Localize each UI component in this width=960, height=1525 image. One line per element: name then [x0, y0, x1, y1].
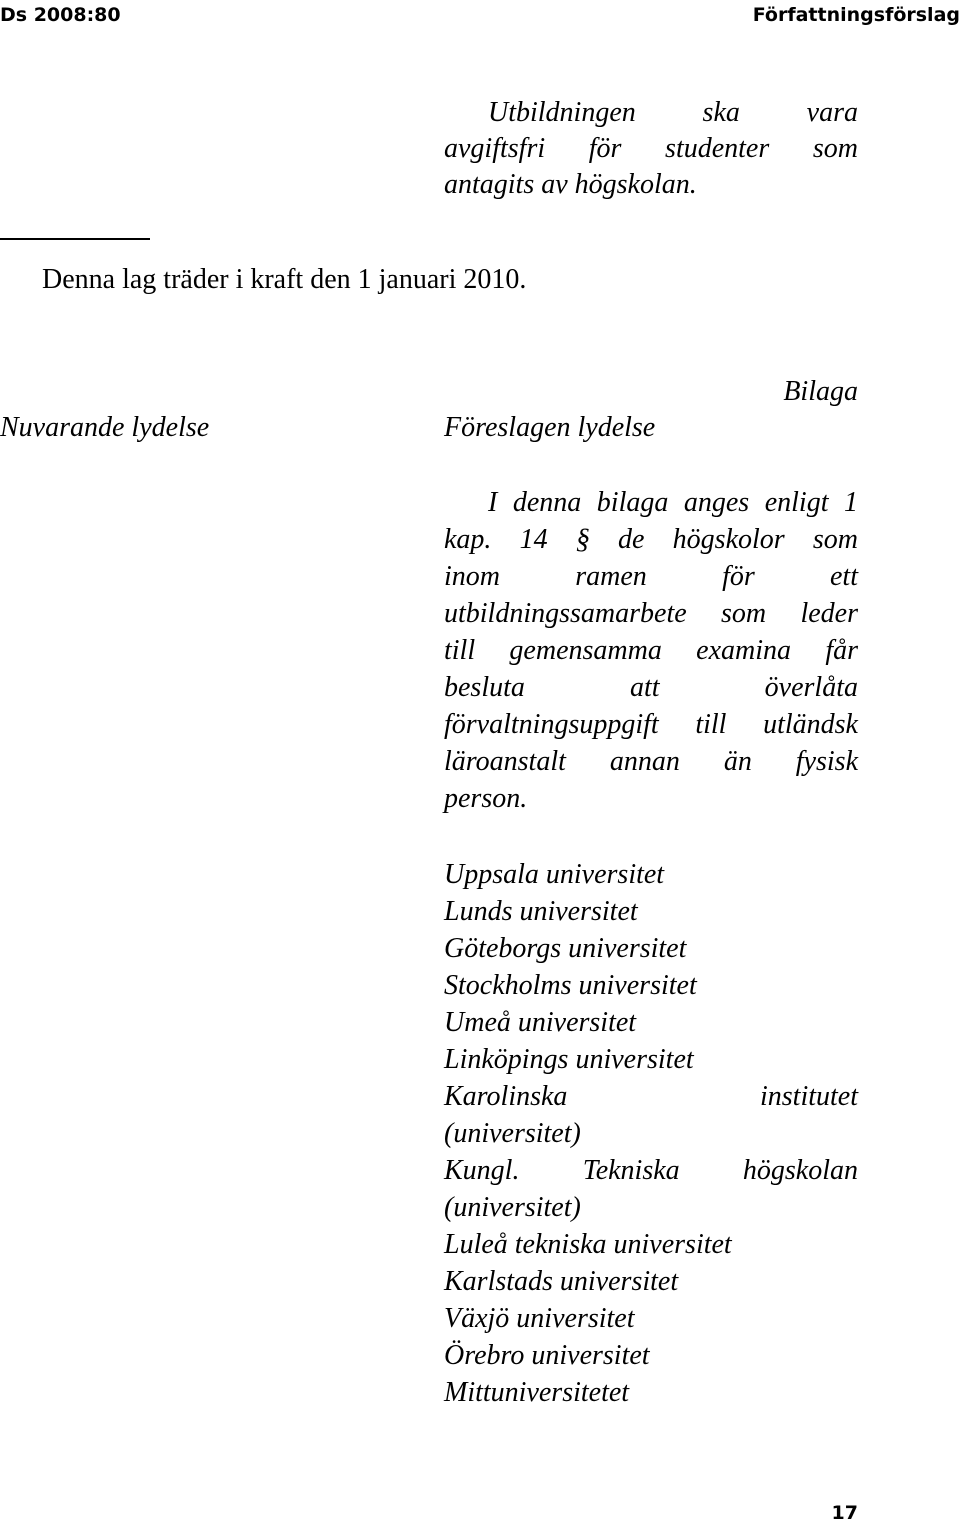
list-item: Stockholms universitet	[444, 970, 697, 1001]
list-item: (universitet)	[444, 1118, 581, 1149]
list-item: Linköpings universitet	[444, 1044, 694, 1075]
appendix-paragraph	[444, 484, 858, 817]
paragraph-line: till gemensamma examina får	[444, 635, 858, 666]
paragraph-line: antagits av högskolan.	[444, 169, 697, 200]
list-item: Växjö universitet	[444, 1303, 635, 1334]
list-item: Kungl. Tekniska högskolan	[444, 1155, 858, 1186]
paragraph-line: utbildningssamarbete som leder	[444, 598, 858, 629]
university-list	[444, 856, 858, 1411]
paragraph-line: avgiftsfri för studenter som	[444, 133, 858, 164]
list-item: Luleå tekniska universitet	[444, 1229, 732, 1260]
page-number: 17	[831, 1502, 858, 1524]
paragraph-line: kap. 14 § de högskolor som	[444, 524, 858, 555]
paragraph-line: I denna bilaga anges enligt 1	[488, 487, 858, 518]
divider	[0, 238, 150, 240]
fee-free-paragraph	[444, 95, 858, 203]
list-item: Örebro universitet	[444, 1340, 650, 1371]
current-wording-heading: Nuvarande lydelse	[0, 412, 210, 443]
section-title: Författningsförslag	[752, 4, 960, 26]
enactment-clause: Denna lag träder i kraft den 1 januari 2010.	[42, 264, 527, 295]
paragraph-line: inom ramen för ett	[444, 561, 858, 592]
paragraph-line: besluta att överlåta	[444, 672, 858, 703]
list-item: Mittuniversitetet	[444, 1377, 630, 1408]
list-item: Umeå universitet	[444, 1007, 637, 1038]
appendix-label: Bilaga	[783, 376, 858, 407]
paragraph-line: Utbildningen ska vara	[488, 97, 858, 128]
list-item: Lunds universitet	[444, 896, 638, 927]
proposed-wording-heading: Föreslagen lydelse	[444, 412, 656, 443]
list-item: Karlstads universitet	[444, 1266, 679, 1297]
list-item: (universitet)	[444, 1192, 581, 1223]
document-id: Ds 2008:80	[0, 4, 121, 26]
paragraph-line: person.	[444, 783, 528, 814]
list-item: Karolinska institutet	[444, 1081, 858, 1112]
list-item: Uppsala universitet	[444, 859, 665, 890]
list-item: Göteborgs universitet	[444, 933, 687, 964]
paragraph-line: förvaltningsuppgift till utländsk	[444, 709, 858, 740]
paragraph-line: läroanstalt annan än fysisk	[444, 746, 858, 777]
